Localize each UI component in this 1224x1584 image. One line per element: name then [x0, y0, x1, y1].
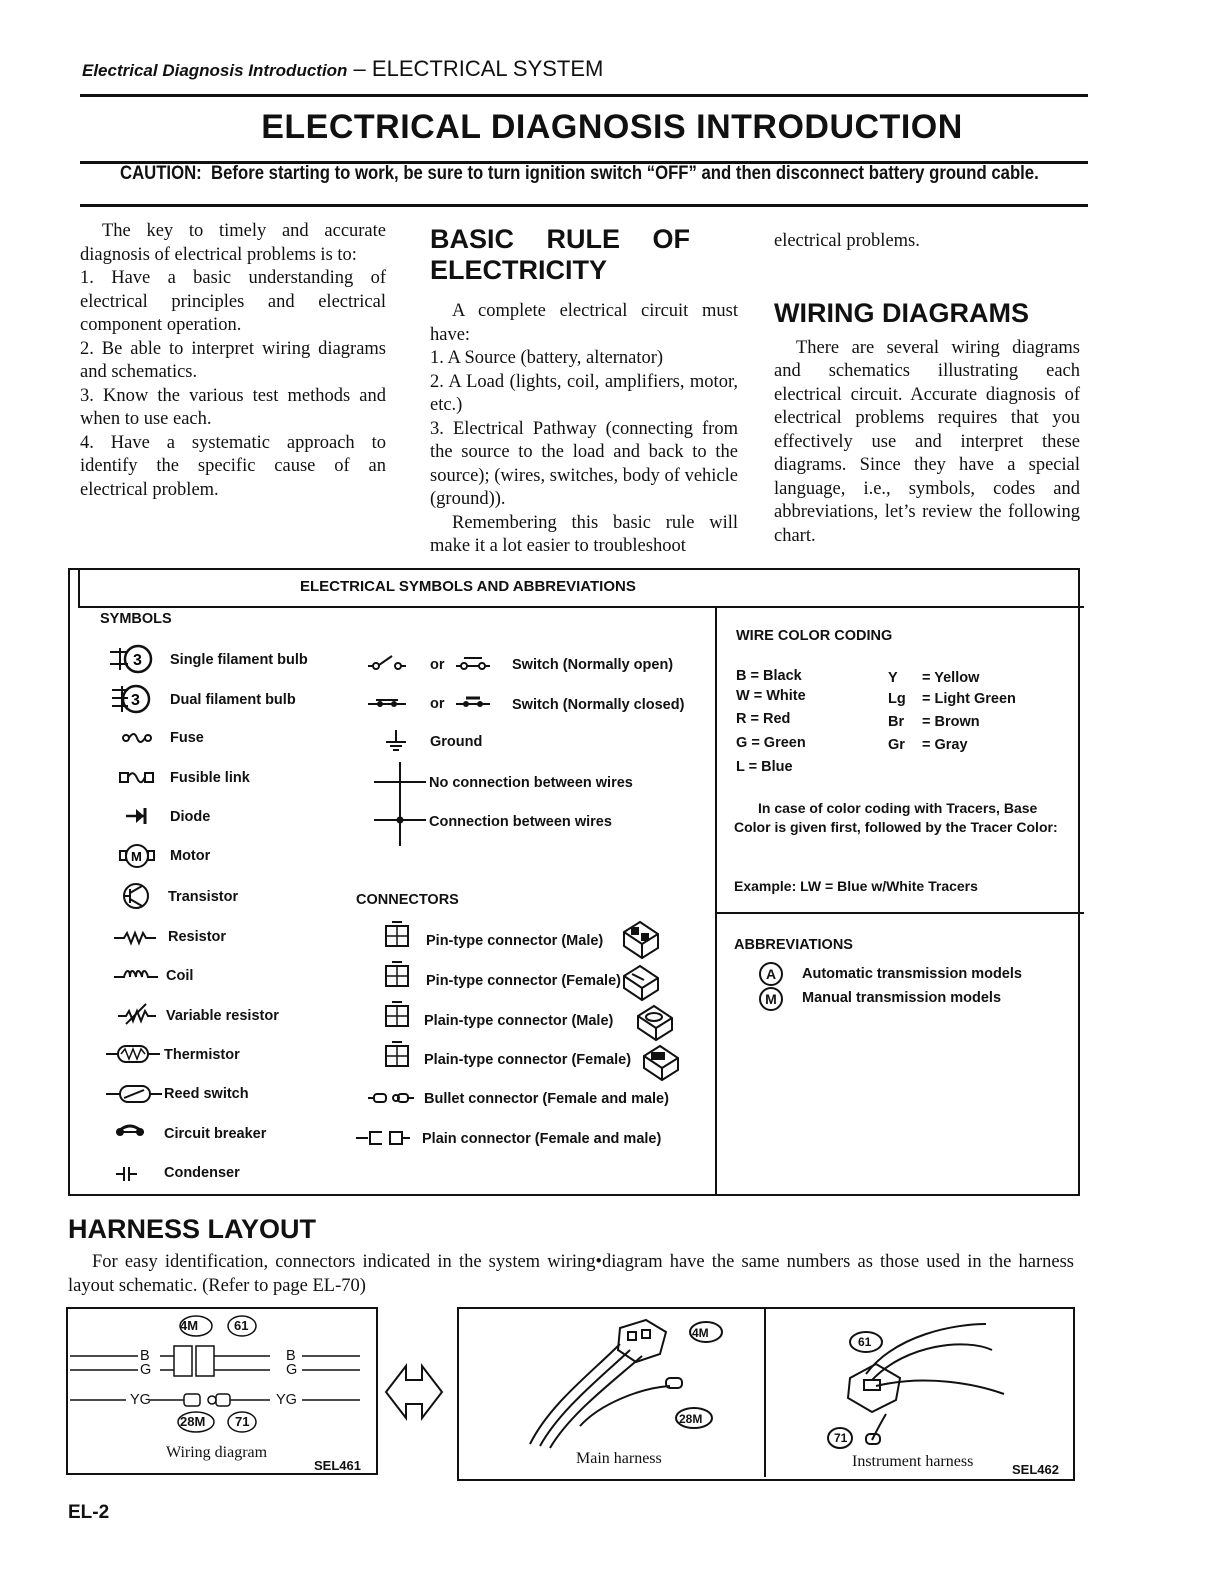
intro-item: 3. Know the various test methods and when to use each.	[80, 385, 386, 429]
symbol-label: Condenser	[164, 1165, 240, 1181]
color-name: = Gray	[922, 737, 968, 753]
wiring-heading: WIRING DIAGRAMS	[774, 297, 1029, 328]
intro-paragraph: The key to timely and accurate diagnosis of electrical problems is to:	[80, 221, 386, 265]
intro-column	[80, 220, 386, 502]
connector-number: 28M	[679, 1412, 703, 1426]
plain-connector-male-3d-icon	[638, 1006, 672, 1040]
resistor-icon	[114, 933, 156, 943]
plain-connector-female-3d-icon	[644, 1046, 678, 1080]
symbol-label: Switch (Normally closed)	[512, 697, 685, 713]
color-code: R	[736, 711, 747, 727]
main-harness-sketch	[470, 1314, 770, 1464]
intro-item: 4. Have a systematic approach to identify the specific cause of an electrical problem.	[80, 432, 386, 500]
chart-title-left-rule	[78, 570, 80, 608]
basic-rule-item: 3. Electrical Pathway (connecting from the source to the load and back to the source); (wires, switches, body of vehicle (ground)).	[430, 418, 738, 509]
plain-connector-female-icon	[386, 1042, 408, 1066]
basic-rule-heading: BASIC RULE OF ELECTRICITY	[430, 224, 690, 285]
symbol-label: Thermistor	[164, 1047, 240, 1063]
pin-connector-female-3d-icon	[624, 966, 658, 1000]
running-header	[82, 56, 603, 82]
symbol-label: Fusible link	[170, 770, 250, 786]
pin-connector-male-3d-icon	[624, 922, 658, 958]
symbol-label: Single filament bulb	[170, 652, 308, 668]
color-code: W	[736, 688, 750, 704]
bullet-connector-icon	[368, 1094, 414, 1102]
no-connection-icon	[374, 762, 426, 802]
abbreviations-heading: ABBREVIATIONS	[734, 937, 853, 953]
plain-connector-icon	[356, 1132, 410, 1144]
wire-label: G	[286, 1362, 298, 1378]
thermistor-icon	[106, 1046, 160, 1062]
variable-resistor-icon	[118, 1004, 156, 1024]
dual-filament-bulb-icon	[112, 686, 149, 712]
chart-abbrev-rule	[717, 912, 1084, 914]
pin-connector-female-icon	[386, 962, 408, 986]
connector-label: Pin-type connector (Male)	[426, 933, 604, 949]
manual-transmission-icon: M	[759, 987, 783, 1011]
symbol-label: Transistor	[168, 889, 239, 905]
fuse-icon	[123, 734, 151, 742]
wire-label: YG	[276, 1392, 297, 1408]
symbol-label: Connection between wires	[429, 814, 612, 830]
wire-label: B	[286, 1348, 296, 1364]
symbol-label: Diode	[170, 809, 211, 825]
switch-open-icon	[368, 656, 406, 669]
connector-number: 71	[834, 1431, 848, 1445]
connector-number: 71	[235, 1414, 250, 1429]
connector-number: 61	[234, 1318, 249, 1333]
coil-icon	[114, 971, 158, 977]
page-title: ELECTRICAL DIAGNOSIS INTRODUCTION	[261, 108, 963, 146]
chart-title-rule	[78, 606, 1084, 608]
wire-label: YG	[130, 1392, 151, 1408]
caution-bottom-rule	[80, 204, 1088, 207]
symbol-label: Dual filament bulb	[170, 692, 296, 708]
basic-rule-paragraph: A complete electrical circuit must have:	[430, 301, 738, 345]
color-code-row	[736, 735, 806, 751]
transistor-icon	[124, 884, 148, 908]
chart-title: ELECTRICAL SYMBOLS AND ABBREVIATIONS	[300, 578, 636, 595]
color-name: = Yellow	[922, 670, 980, 686]
or-label: or	[430, 657, 445, 673]
tracer-example: Example: LW = Blue w/White Tracers	[734, 878, 978, 894]
connector-number: 4M	[692, 1326, 709, 1340]
connector-label: Bullet connector (Female and male)	[424, 1091, 669, 1107]
chart-column-rule	[715, 606, 717, 1194]
header-section: Electrical Diagnosis Introduction	[82, 61, 348, 80]
color-code: B	[736, 668, 747, 684]
symbol-label: Reed switch	[164, 1086, 249, 1102]
caution-label: CAUTION:	[120, 163, 202, 184]
wiring-diagram-sketch	[70, 1312, 370, 1432]
svg-text:M: M	[131, 849, 142, 864]
basic-rule-column	[430, 224, 738, 559]
wiring-paragraph: There are several wiring diagrams and schematics illustrating each electrical circuit. Accurate diagnosis of electrical problems requires that you effectively use and interpret these diagrams. Since they have a special language, i.e., symbols, codes and abbreviations, let’s review the following chart.	[774, 337, 1080, 546]
color-name: = Black	[750, 668, 802, 684]
color-code: L	[736, 759, 745, 775]
double-arrow-icon	[384, 1352, 444, 1432]
color-code: Br	[888, 714, 905, 730]
figure-code: SEL461	[314, 1458, 361, 1473]
header-system: ELECTRICAL SYSTEM	[371, 56, 604, 81]
svg-text:3: 3	[133, 652, 142, 669]
condenser-icon	[116, 1167, 137, 1181]
intro-item: 1. Have a basic understanding of electrical principles and electrical component operation.	[80, 268, 386, 335]
alt-switch-icons	[456, 648, 496, 718]
or-label: or	[430, 696, 445, 712]
header-rule	[80, 94, 1088, 97]
color-code: G	[736, 735, 748, 751]
wire-label: B	[140, 1348, 150, 1364]
automatic-transmission-icon: A	[759, 962, 783, 986]
instrument-harness-sketch	[776, 1314, 1076, 1464]
reed-switch-icon	[106, 1086, 162, 1102]
connector-number: 4M	[180, 1318, 199, 1333]
symbol-label: Ground	[430, 734, 483, 750]
left-symbol-icons	[100, 640, 170, 1210]
color-code-row	[736, 688, 806, 704]
abbreviation-label: Automatic transmission models	[802, 966, 1022, 982]
basic-rule-item: 1. A Source (battery, alternator)	[430, 348, 664, 368]
single-filament-bulb-icon	[110, 646, 151, 672]
harness-paragraph: For easy identification, connectors indicated in the system wiring•diagram have the same numbers as those used in the harness layout schematic. (Refer to page EL-70)	[68, 1252, 1074, 1296]
switch-open-alt-icon	[456, 658, 490, 669]
wire-color-heading: WIRE COLOR CODING	[736, 628, 893, 644]
caution-text: Before starting to work, be sure to turn ignition switch “OFF” and then disconnect battery ground cable.	[211, 163, 1039, 184]
switch-closed-icon	[368, 700, 406, 707]
plain-connector-male-icon	[386, 1002, 408, 1026]
color-code-row	[736, 668, 802, 684]
color-name: = Green	[751, 735, 806, 751]
basic-rule-item: 2. A Load (lights, coil, amplifiers, motor, etc.)	[430, 371, 738, 415]
color-code: Lg	[888, 691, 906, 707]
symbol-label: Variable resistor	[166, 1008, 279, 1024]
connector-label: Pin-type connector (Female)	[426, 973, 621, 989]
color-name: = Blue	[748, 759, 793, 775]
color-name: = Red	[750, 711, 791, 727]
color-code-row	[888, 737, 968, 753]
color-code: Gr	[888, 737, 905, 753]
color-code-row	[888, 691, 1016, 707]
pin-connector-male-icon	[386, 922, 408, 946]
wiring-column	[774, 230, 1080, 548]
color-code-row	[888, 670, 979, 686]
diode-icon	[126, 808, 146, 824]
symbol-label: Resistor	[168, 929, 227, 945]
connector-number: 28M	[180, 1414, 206, 1429]
symbol-label: Fuse	[170, 730, 204, 746]
svg-text:3: 3	[131, 692, 140, 709]
color-code: Y	[888, 670, 898, 686]
wiring-diagram-caption: Wiring diagram	[166, 1444, 268, 1461]
color-name: = Light Green	[922, 691, 1016, 707]
figure-code: SEL462	[1012, 1462, 1059, 1477]
instrument-harness-caption: Instrument harness	[852, 1453, 974, 1470]
symbol-label: No connection between wires	[429, 775, 633, 791]
connector-label: Plain-type connector (Male)	[424, 1013, 614, 1029]
connector-label: Plain-type connector (Female)	[424, 1052, 632, 1068]
color-code-row	[736, 711, 790, 727]
fusible-link-icon	[120, 773, 153, 782]
abbreviation-label: Manual transmission models	[802, 990, 1002, 1006]
tracer-note: In case of color coding with Tracers, Base Color is given first, followed by the Tracer Color:	[734, 800, 1058, 835]
motor-icon	[120, 845, 154, 867]
color-name: = Brown	[922, 714, 980, 730]
symbols-heading: SYMBOLS	[100, 611, 172, 627]
wiring-continuation: electrical problems.	[774, 231, 920, 251]
ground-icon	[386, 730, 406, 750]
color-code-row	[888, 714, 980, 730]
connectors-heading: CONNECTORS	[356, 892, 459, 908]
color-code-row	[736, 759, 793, 775]
circuit-breaker-icon	[116, 1126, 144, 1136]
caution-line	[120, 163, 1039, 185]
symbol-label: Motor	[170, 848, 211, 864]
connector-icons	[356, 922, 676, 1162]
symbol-label: Switch (Normally open)	[512, 657, 674, 673]
header-separator: –	[347, 56, 372, 81]
harness-heading: HARNESS LAYOUT	[68, 1214, 317, 1244]
basic-rule-closing: Remembering this basic rule will make it a lot easier to troubleshoot	[430, 512, 738, 556]
switch-closed-alt-icon	[456, 698, 490, 707]
symbol-label: Circuit breaker	[164, 1126, 267, 1142]
color-name: = White	[753, 688, 806, 704]
intro-item: 2. Be able to interpret wiring diagrams and schematics.	[80, 338, 386, 382]
page-number: EL-2	[68, 1502, 110, 1523]
symbol-label: Coil	[166, 968, 194, 984]
wire-label: G	[140, 1362, 152, 1378]
main-harness-caption: Main harness	[576, 1450, 662, 1467]
connector-label: Plain connector (Female and male)	[422, 1131, 662, 1147]
connector-number: 61	[858, 1335, 872, 1349]
